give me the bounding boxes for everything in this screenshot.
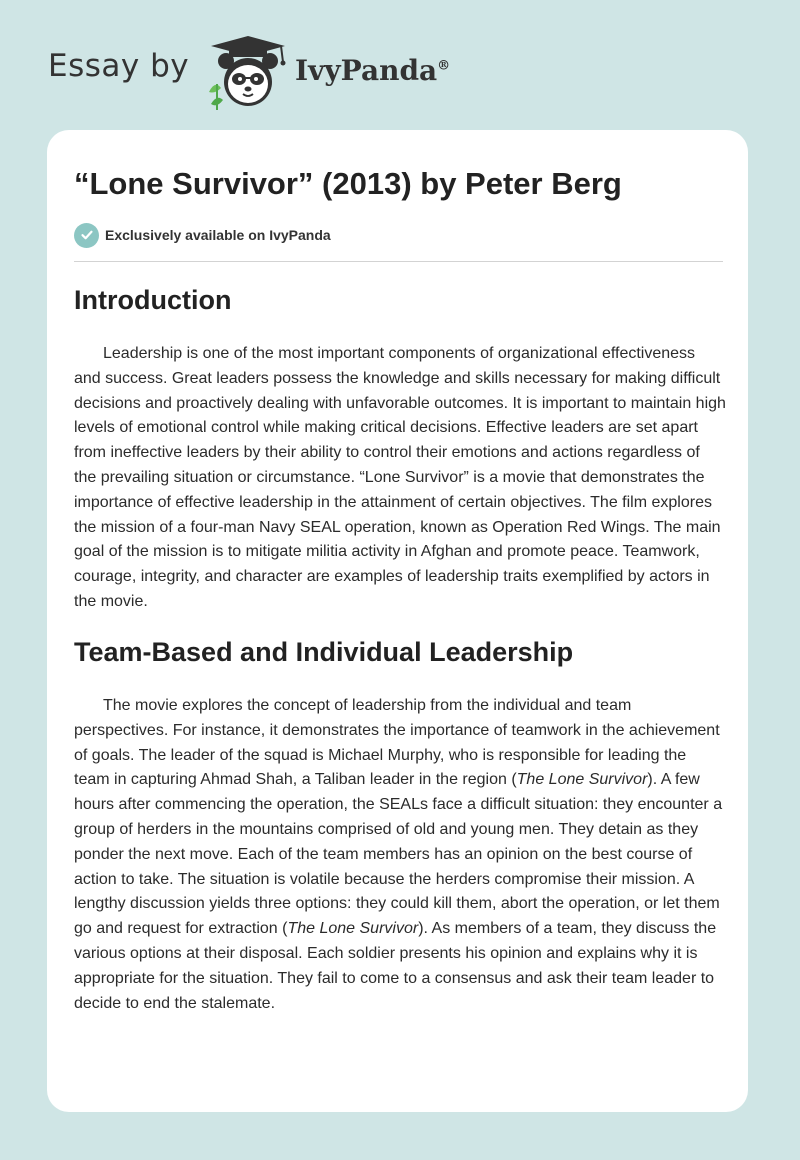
essay-by-label: Essay by	[48, 48, 190, 84]
citation: The Lone Survivor	[287, 920, 419, 938]
brand-name: IvyPanda	[295, 54, 438, 87]
paragraph-text: ). A few hours after commencing the operation, the SEALs face a difficult situation: they encounter a group of herders in the mountains comprised of old and young men. They detain as they ponder the next move. Each of the team members has an opinion on the best course of action to take. The situation is volatile because the herders compromise their mission. A lengthy discussion yields three options: they could kill them, abort the operation, or let them go and request for extraction (	[74, 771, 723, 938]
check-circle-icon	[74, 223, 99, 248]
site-header	[48, 30, 548, 110]
exclusive-badge	[74, 222, 331, 248]
essay-card	[47, 130, 748, 1112]
divider	[74, 261, 723, 262]
page-title: “Lone Survivor” (2013) by Peter Berg	[74, 166, 622, 201]
panda-graduate-icon[interactable]	[203, 34, 293, 110]
exclusive-badge-label: Exclusively available on IvyPanda	[105, 227, 331, 243]
section-heading-introduction: Introduction	[74, 285, 232, 315]
citation: The Lone Survivor	[516, 771, 648, 789]
brand-logo-text[interactable]	[295, 54, 450, 87]
section-heading-team-leadership: Team-Based and Individual Leadership	[74, 637, 574, 667]
paragraph-text: ). As members of a team, they discuss the various options at their disposal. Each soldier presents his opinion and explains why it is appropriate for the situation. They fail to come to a consensus and ask their team leader to decide to end the stalemate.	[74, 920, 717, 1012]
paragraph-introduction: Leadership is one of the most important components of organizational effectiveness and success. Great leaders possess the knowledge and skills necessary for making difficult decisions and proactively dealing with unfavorable outcomes. It is important to maintain high levels of emotional control while making critical decisions. Effective leaders are set apart from ineffective leaders by their ability to control their emotions and actions regardless of the prevailing situation or circumstance. “Lone Survivor” is a movie that demonstrates the importance of effective leadership in the attainment of certain objectives. The film explores the mission of a four-man Navy SEAL operation, known as Operation Red Wings. The main goal of the mission is to mitigate militia activity in Afghan and promote peace. Teamwork, courage, integrity, and character are examples of leadership traits exemplified by actors in the movie.	[74, 345, 726, 610]
paragraph-team-leadership	[74, 694, 726, 1016]
registered-mark: ®	[437, 58, 451, 74]
paragraph-text: The movie explores the concept of leadership from the individual and team perspectives. For instance, it demonstrates the importance of teamwork in the achievement of goals. The leader of the squad is Michael Murphy, who is responsible for leading the team in capturing Ahmad Shah, a Taliban leader in the region (	[74, 697, 720, 789]
